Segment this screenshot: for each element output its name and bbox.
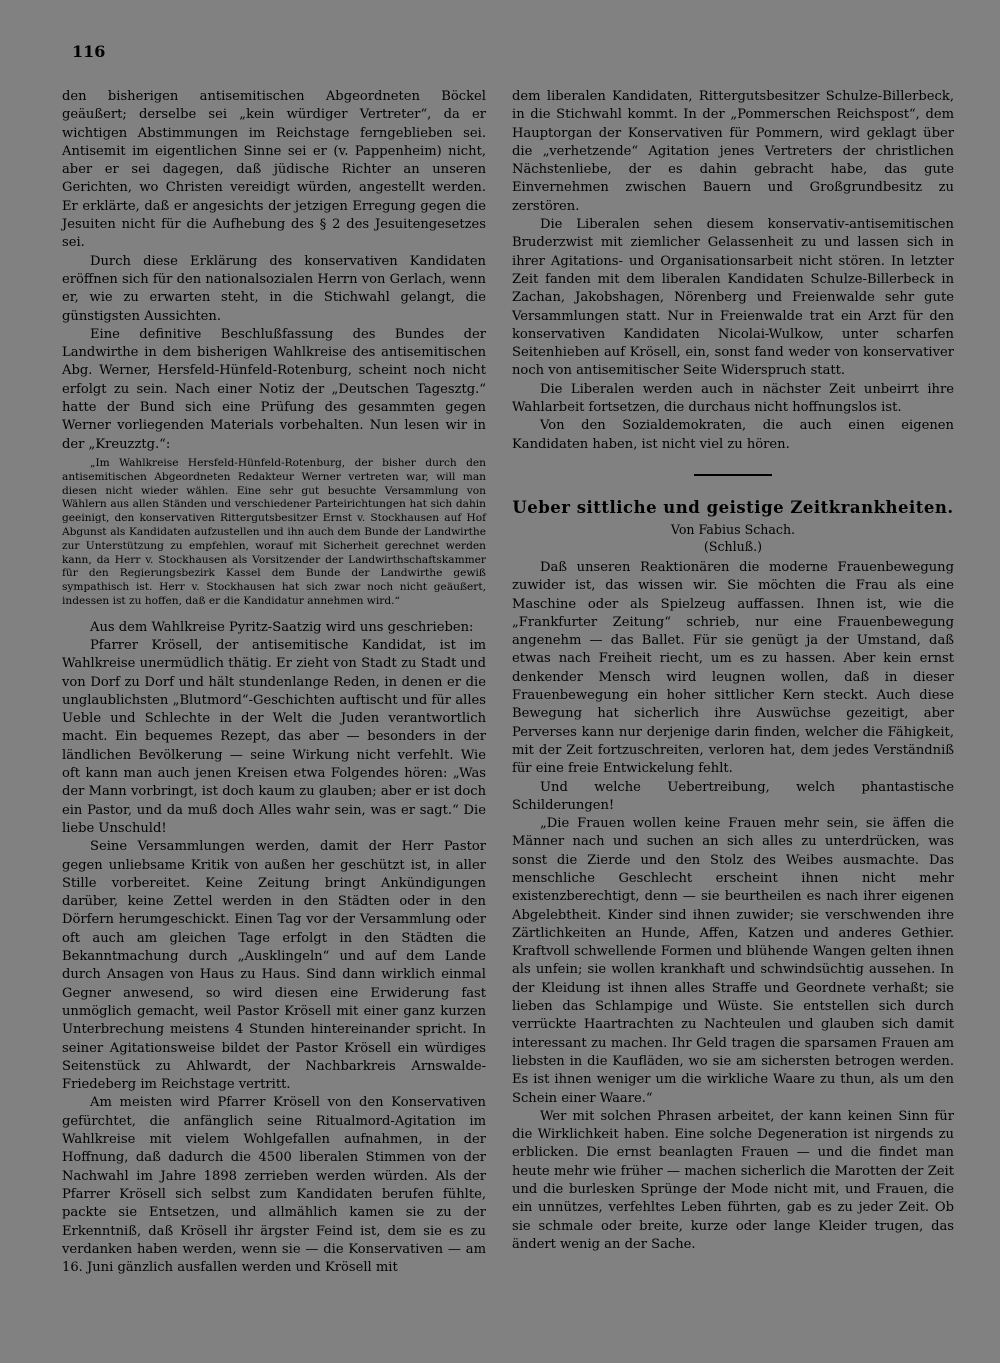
paragraph: den bisherigen antisemitischen Abgeordneten Böckel geäußert; derselbe sei „kein würdiger Vertreter“, da er wichtigen Abstimmungen im Reichstage ferngeblieben sei. Antisemit im eigentlichen Sinne sei er (v. Pappenheim) nicht, aber er sei dagegen, daß jüdische Richter an unseren Gerichten, wo Christen vereidigt würden, angestellt werden. Er erklärte, daß er angesichts der jetzigen Erregung gegen die Jesuiten nicht für die Aufhebung des § 2 des Jesuitengesetzes sei. [62,89,486,251]
paragraph: Wer mit solchen Phrasen arbeitet, der kann keinen Sinn für die Wirklichkeit haben. Eine solche Degeneration ist nirgends zu erblicken. Die ernst beanlagten Frauen — und die findet man heute mehr wie früher — machen sicherlich die Marotten der Zeit und die burlesken Sprünge der Mode nicht mit, und Frauen, die ein unnützes, verfehltes Leben führten, gab es zu jeder Zeit. Ob sie schmale oder breite, kurze oder lange Kleider trugen, das ändert wenig an der Sache. [512,1108,954,1252]
paragraph: Pfarrer Krösell, der antisemitische Kandidat, ist im Wahlkreise unermüdlich thätig. Er zieht von Stadt zu Stadt und von Dorf zu Dorf und hält stundenlange Reden, in denen er die unglaublichsten „Blutmord“-Geschichten auftischt und für alles Ueble und Schlechte in der Welt die Juden verantwortlich macht. Ein bequemes Rezept, das aber — besonders in der ländlichen Bevölkerung — seine Wirkung nicht verfehlt. Wie oft kann man auch jenen Kreisen etwa Folgendes hören: „Was der Mann vorbringt, ist doch kaum zu glauben; aber er ist doch ein Pastor, und da muß doch Alles wahr sein, was er sagt.“ Die liebe Unschuld! [62,638,486,836]
continuation-note: (Schluß.) [703,538,763,554]
paragraph: Von den Sozialdemokraten, die auch einen eigenen Kandidaten haben, ist nicht viel zu hören. [512,418,954,452]
paragraph: Durch diese Erklärung des konservativen Kandidaten eröffnen sich für den nationalsozialen Herrn von Gerlach, wenn er, wie zu erwarten steht, in die Stichwahl gelangt, die günstigsten Aussichten. [62,253,486,324]
right-column [512,88,954,1254]
paragraph: Seine Versammlungen werden, damit der Herr Pastor gegen unliebsame Kritik von außen her geschützt ist, in aller Stille vorbereitet. Keine Zeitung bringt Ankündigungen darüber, keine Zettel werden in den Städten oder in den Dörfern herumgeschickt. Einen Tag vor der Versammlung oder oft auch am gleichen Tage erfolgt in den Städten die Bekanntmachung durch „Ausklingeln“ und auf dem Lande durch Ansagen von Haus zu Haus. Sind dann wirklich einmal Gegner anwesend, so wird diesen eine Erwiderung fast unmöglich gemacht, weil Pastor Krösell mit einer ganz kurzen Unterbrechung meistens 4 Stunden hintereinander spricht. In seiner Agitationsweise bildet der Pastor Krösell ein würdiges Seitenstück zu Ahlwardt, der Nachbarkreis Arnswalde-Friedeberg im Reichstage vertritt. [62,839,486,1093]
paragraph: Die Liberalen sehen diesem konservativ-antisemitischen Bruderzwist mit ziemlicher Gelassenheit zu und lassen sich in ihrer Agitations- und Organisationsarbeit nicht stören. In letzter Zeit fanden mit dem liberalen Kandidaten Schulze-Billerbeck in Zachan, Jakobshagen, Nörenberg und Freienwalde sehr gute Versammlungen statt. Nur in Freienwalde trat ein Arzt für den konservativen Kandidaten Nicolai-Wulkow, unter scharfen Seitenhieben auf Krösell, ein, sonst fand weder von konservativer noch von antisemitischer Seite Widerspruch statt. [512,217,954,379]
article-title: Ueber sittliche und geistige Zeitkrankheiten. [512,497,954,517]
paragraph: Die Liberalen werden auch in nächster Zeit unbeirrt ihre Wahlarbeit fortsetzen, die durchaus nicht hoffnungslos ist. [512,381,954,416]
left-column [62,88,486,1277]
page-number: 116 [72,42,106,61]
paragraph: Am meisten wird Pfarrer Krösell von den Konservativen gefürchtet, die anfänglich seine Ritualmord-Agitation im Wahlkreise mit vielem Wohlgefallen aufnahmen, in der Hoffnung, daß dadurch die 4500 liberalen Stimmen von der Nachwahl im Jahre 1898 zerrieben werden würden. Als der Pfarrer Krösell sich selbst zum Kandidaten berufen fühlte, packte sie Entsetzen, und allmählich kamen sie zu der Erkenntniß, daß Krösell ihr ärgster Feind ist, dem sie es zu verdanken haben werden, wenn sie — die Konservativen — am 16. Juni gänzlich ausfallen werden und Krösell mit [62,1095,486,1276]
paragraph: Eine definitive Beschlußfassung des Bundes der Landwirthe in dem bisherigen Wahlkreise des antisemitischen Abg. Werner, Hersfeld-Hünfeld-Rotenburg, scheint noch nicht erfolgt zu sein. Nach einer Notiz der „Deutschen Tagesztg.“ hatte der Bund sich eine Prüfung des gesammten gegen Werner vorliegenden Materials vorbehalten. Nun lesen wir in der „Kreuzztg.“: [62,326,486,452]
author-byline: Von Fabius Schach. [670,521,796,537]
paragraph: „Die Frauen wollen keine Frauen mehr sein, sie äffen die Männer nach und suchen an sich alles zu unterdrücken, was sonst die Zierde und den Stolz des Weibes ausmachte. Das menschliche Geschlecht erscheint ihnen nicht mehr existenzberechtigt, denn — sie beurtheilen es nach ihrer eigenen Abgelebtheit. Kinder sind ihnen zuwider; sie verschwenden ihre Zärtlichkeiten an Hunde, Affen, Katzen und anderes Gethier. Kraftvoll schwellende Formen und blühende Wangen gelten ihnen als unfein; sie wollen krankhaft und schwindsüchtig aussehen. In der Kleidung ist ihnen alles Straffe und Geordnete verhaßt; sie lieben das Schlampige und Wüste. Sie entstellen sich durch verrückte Haartrachten zu Nachteulen und glauben sich damit interessant zu machen. Ihr Geld tragen die sparsamen Frauen am liebsten in die Kaufläden, wo sie am sichersten betrogen werden. Es ist ihnen weniger um die wirkliche Waare zu thun, als um den Schein einer Waare.“ [512,816,954,1106]
block-quote: „Im Wahlkreise Hersfeld-Hünfeld-Rotenburg, der bisher durch den antisemitischen Abgeordneten Redakteur Werner vertreten war, will man diesen nicht wieder wählen. Eine sehr gut besuchte Versammlung von Wählern aus allen Ständen und verschiedener Parteirichtungen hat sich dahin geeinigt, den konservativen Rittergutsbesitzer Ernst v. Stockhausen auf Hof Abgunst als Kandidaten aufzustellen und ihn auch dem Bunde der Landwirthe zur Unterstützung zu empfehlen, worauf mit Sicherheit gerechnet werden kann, da Herr v. Stockhausen als Vorsitzender der Landwirthschaftskammer für den Regierungsbezirk Kassel dem Bunde der Landwirthe gewiß sympathisch ist. Herr v. Stockhausen hat sich zwar noch nicht geäußert, indessen ist zu hoffen, daß er die Kandidatur annehmen wird.“ [62,456,486,607]
section-divider [694,474,772,476]
paragraph: Aus dem Wahlkreise Pyritz-Saatzig wird uns geschrieben: [90,619,474,635]
paragraph: dem liberalen Kandidaten, Rittergutsbesitzer Schulze-Billerbeck, in die Stichwahl kommt. In der „Pommerschen Reichspost“, dem Hauptorgan der Konservativen für Pommern, wird geklagt über die „verhetzende“ Agitation jenes Vertreters der christlichen Nächstenliebe, der es dahin gebracht habe, das gute Einvernehmen zwischen Bauern und Großgrundbesitz zu zerstören. [512,89,954,214]
paragraph: Und welche Uebertreibung, welch phantastische Schilderungen! [512,779,954,813]
paragraph: Daß unseren Reaktionären die moderne Frauenbewegung zuwider ist, das wissen wir. Sie möchten die Frau als eine Maschine oder als Spielzeug auffassen. Ihnen ist, wie die „Frankfurter Zeitung“ schrieb, nur eine Frauenbewegung angenehm — das Ballet. Für sie genügt ja der Umstand, daß etwas nach Freiheit riecht, um es zu hassen. Aber kein ernst denkender Mensch wird leugnen wollen, daß in dieser Frauenbewegung ein hoher sittlicher Kern steckt. Auch diese Bewegung hat sicherlich ihre Auswüchse gezeitigt, aber Perverses kann nur derjenige darin finden, welcher die Fähigkeit, mit der Zeit fortzuschreiten, verloren hat, dem jedes Verständniß für eine freie Entwickelung fehlt. [512,559,954,777]
